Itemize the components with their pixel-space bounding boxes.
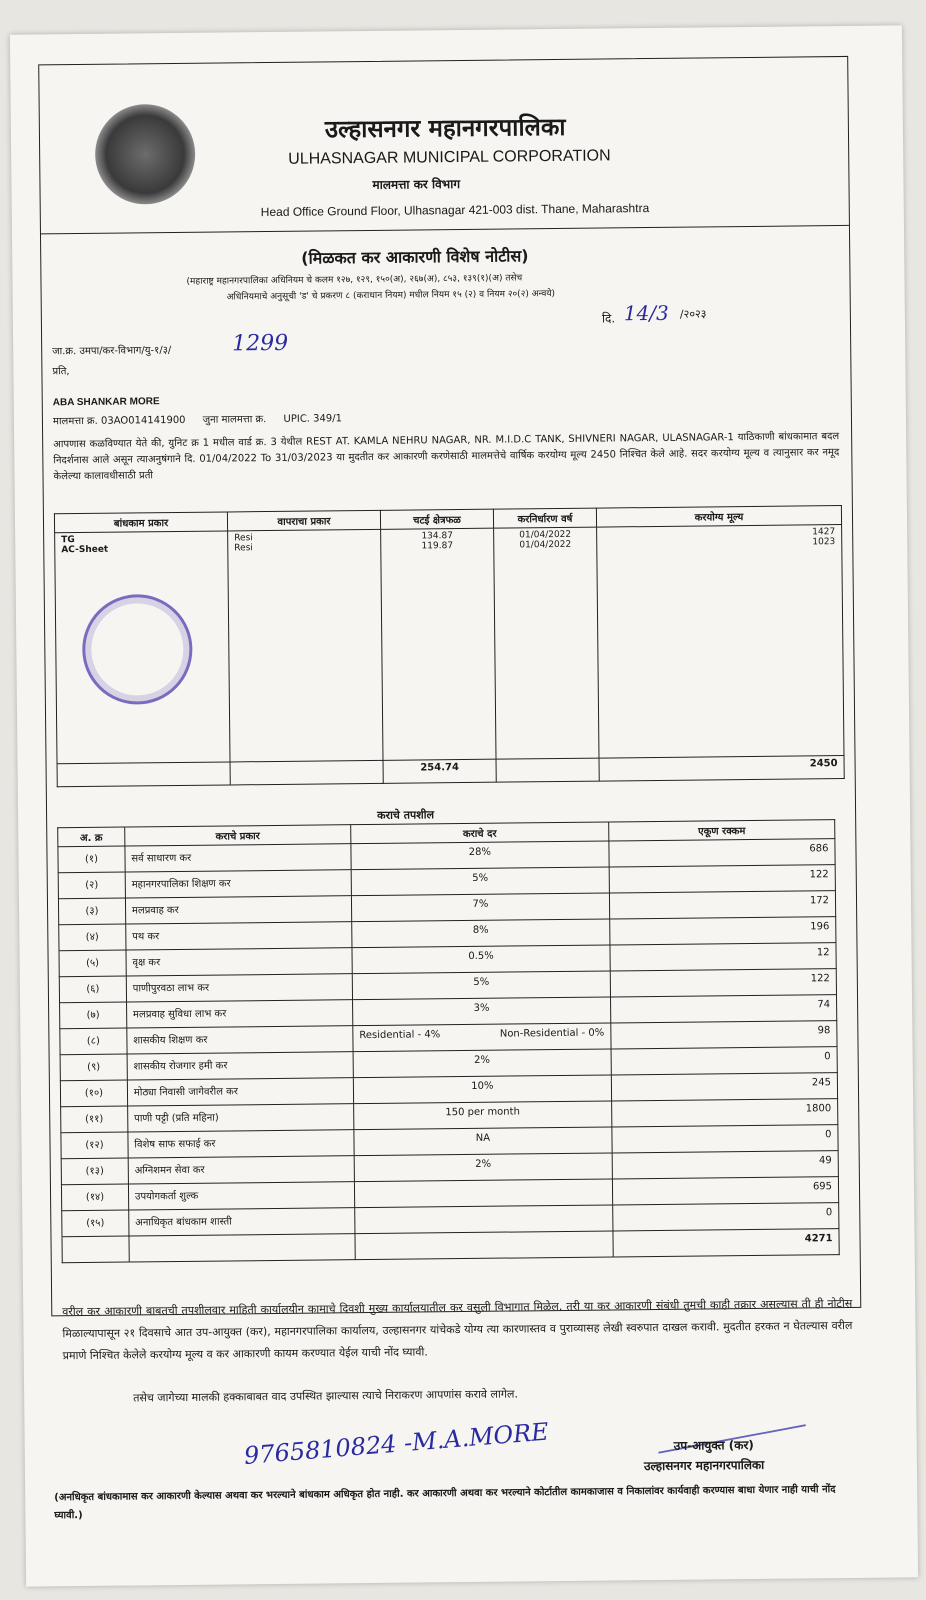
- office-stamp-icon: [82, 594, 193, 705]
- tax-rate: 10%: [353, 1075, 611, 1104]
- tax-type: शासकीय रोजगार हमी कर: [127, 1052, 353, 1080]
- tax-serial: (८): [60, 1028, 127, 1055]
- tax-rate: 5%: [351, 867, 609, 896]
- signatory-title: उप-आयुक्त (कर): [673, 1438, 754, 1453]
- date-year: /२०२३: [679, 307, 707, 321]
- tax-rate: 3%: [352, 997, 610, 1026]
- letterhead: [39, 57, 849, 234]
- notice-subtitle-1: (महाराष्ट्र महानगरपालिका अधिनियम चे कलम १२७, १२९, १५०(अ), २६७(अ), ८५३, १३९(१)(अ) तसेच: [186, 273, 523, 287]
- tax-amount: 122: [610, 969, 836, 997]
- tax-rate: [354, 1179, 612, 1208]
- col-usage: वापराचा प्रकार: [227, 510, 380, 531]
- tax-amount: 12: [610, 943, 836, 971]
- total-value: 2450: [599, 756, 844, 782]
- owner-name: ABA SHANKAR MORE: [52, 396, 160, 409]
- col-serial: अ. क्र: [58, 827, 125, 847]
- year-cell: 01/04/2022 01/04/2022: [494, 527, 599, 759]
- tax-rate: NA: [354, 1127, 612, 1156]
- tax-table: [57, 819, 840, 1263]
- tax-serial: (३): [58, 898, 125, 925]
- tax-amount: 0: [611, 1047, 837, 1075]
- addressee-prefix: प्रति,: [52, 366, 70, 378]
- tax-serial: (१२): [61, 1132, 128, 1159]
- upic-number: UPIC. 349/1: [283, 413, 343, 425]
- notice-paragraph: आपणास कळविण्यात येते की, युनिट क्र 1 मधील वार्ड क्र. 3 येथील REST AT. KAMLA NEHRU NAGAR, NR. M.I.D.C TANK, SHIVNERI NAGAR, ULASNAGAR-1 याठिकाणी बांधकामात बदल निदर्शनास आले असून त्याअनुषंगाने दि. 01/04/2022 To 31/03/2023 या मुदतीत कर आकारणी करणेसाठी मालमत्तेचे वार्षिक करयोग्य मूल्य 2450 निश्चित केले आहे. सदर करयोग्य मूल्य व त्यानुसार कर नमूद केलेल्या कालावधीसाठी प्रती: [53, 431, 840, 483]
- tax-rate: 0.5%: [352, 945, 610, 974]
- tax-amount: 695: [612, 1177, 838, 1205]
- tax-type: अग्निशमन सेवा कर: [128, 1156, 354, 1184]
- col-area: चटई क्षेत्रफळ: [380, 509, 493, 529]
- tax-rate: 8%: [352, 919, 610, 948]
- reference-number-handwritten: 1299: [232, 330, 289, 357]
- tax-rate: 2%: [354, 1153, 612, 1182]
- tax-amount: 0: [613, 1203, 839, 1231]
- tax-amount: 98: [611, 1021, 837, 1049]
- department: मालमत्ता कर विभाग: [372, 177, 461, 192]
- usage-cell: Resi Resi: [228, 529, 383, 762]
- tax-type: उपयोगकर्ता शुल्क: [128, 1182, 354, 1210]
- tax-serial: (१५): [62, 1210, 129, 1237]
- tax-serial: (१): [58, 846, 125, 873]
- col-construction: बांधकाम प्रकार: [54, 512, 227, 533]
- address: Head Office Ground Floor, Ulhasnagar 421-003 dist. Thane, Maharashtra: [260, 201, 650, 220]
- tax-type: मलप्रवाह सुविधा लाभ कर: [126, 1000, 352, 1028]
- tax-type: विशेष साफ सफाई कर: [128, 1130, 354, 1158]
- rate-non-residential: Non-Residential - 0%: [499, 1027, 605, 1040]
- tax-amount: 172: [609, 891, 835, 919]
- corp-name-english: ULHASNAGAR MUNICIPAL CORPORATION: [288, 147, 611, 168]
- value-cell: 1427 1023: [597, 525, 844, 759]
- date-handwritten: 14/3: [623, 300, 669, 326]
- tax-type: सर्व साधारण कर: [125, 844, 351, 872]
- tax-type: पाणी पट्टी (प्रति महिना): [127, 1104, 353, 1132]
- tax-serial: (१४): [61, 1184, 128, 1211]
- old-property-number: जुना मालमत्ता क्र.: [202, 414, 267, 426]
- tax-serial: (७): [60, 1002, 127, 1029]
- date-label: दि.: [601, 311, 616, 326]
- tax-type: मलप्रवाह कर: [125, 896, 351, 924]
- tax-serial: (९): [60, 1054, 127, 1081]
- tax-total: 4271: [613, 1229, 839, 1257]
- reference-number-label: जा.क्र. उमपा/कर-विभाग/यु-१/३/: [52, 345, 172, 358]
- notice-subtitle-2: अधिनियमाचे अनुसूची 'ड' चे प्रकरण ८ (कराधान नियम) मधील नियम १५ (२) व नियम २०(२) अन्वये): [226, 289, 556, 303]
- tax-details-heading: कराचे तपशील: [377, 808, 435, 822]
- footer-paragraph: वरील कर आकारणी बाबतची तपशीलवार माहिती कार्यालयीन कामाचे दिवशी मुख्य कार्यालयातील कर वसुली विभागात मिळेल. तरी या कर आकारणी संबंधी तुमची काही तक्रार असल्यास ती ही नोटीस मिळाल्यापासून २१ दिवसाचे आत उप-आयुक्त (कर), महानगरपालिका कार्यालय, उल्हासनगर यांचेकडे योग्य त्या कारणास्तव व पुराव्यासह लेखी स्वरुपात दाखल करावी. मुदतीत हरकत न घेतल्यास वरील प्रमाणे निश्चित केलेले करयोग्य मूल्य व कर आकारणी कायम करण्यात येईल याची नोंद घ्यावी.: [62, 1296, 853, 1363]
- tax-type: पाणीपुरवठा लाभ कर: [126, 974, 352, 1002]
- tax-serial: (५): [59, 950, 126, 977]
- col-value: करयोग्य मूल्य: [596, 506, 841, 528]
- tax-rate: 7%: [351, 893, 609, 922]
- tax-serial: (१३): [61, 1158, 128, 1185]
- tax-amount: 49: [612, 1151, 838, 1179]
- tax-type: शासकीय शिक्षण कर: [127, 1026, 353, 1054]
- disclaimer: (अनधिकृत बांधकामास कर आकारणी केल्यास अथवा कर भरल्याने बांधकाम अधिकृत होत नाही. कर आकारणी अथवा कर भरल्याने कोर्टातील कामकाजास व निकालांवर कार्यवाही करण्यास बाधा येणार नाही याची नोंद घ्यावी.): [54, 1484, 836, 1522]
- tax-amount: 196: [610, 917, 836, 945]
- tax-serial: (२): [58, 872, 125, 899]
- assessment-body-row: [55, 525, 844, 764]
- tax-serial: (११): [61, 1106, 128, 1133]
- tax-serial: (४): [59, 924, 126, 951]
- tax-serial: (१०): [60, 1080, 127, 1107]
- tax-amount: 245: [611, 1073, 837, 1101]
- tax-rate: 5%: [352, 971, 610, 1000]
- tax-type: मोठ्या निवासी जागेवरील कर: [127, 1078, 353, 1106]
- notice-title: (मिळकत कर आकारणी विशेष नोटीस): [301, 246, 529, 268]
- tax-amount: 1800: [611, 1099, 837, 1127]
- tax-type: अनाधिकृत बांधकाम शास्ती: [129, 1208, 355, 1236]
- tax-rate: 2%: [353, 1049, 611, 1078]
- rate-residential: Residential - 4%: [359, 1029, 441, 1042]
- tax-serial: (६): [59, 976, 126, 1003]
- col-tax-rate: कराचे दर: [351, 822, 609, 844]
- col-amount: एकूण रक्कम: [609, 820, 835, 841]
- tax-amount: 0: [612, 1125, 838, 1153]
- area-cell: 134.87 119.87: [381, 528, 496, 760]
- tax-rate: [355, 1205, 613, 1234]
- handwritten-phone: 9765810824 -M.A.MORE: [243, 1417, 550, 1470]
- property-line: [53, 410, 356, 427]
- corporation-seal-icon: [95, 104, 196, 205]
- corp-name-marathi: उल्हासनगर महानगरपालिका: [324, 112, 566, 144]
- notice-sheet: [10, 25, 918, 1586]
- property-number: मालमत्ता क्र. 03AO014141900: [52, 414, 186, 428]
- signatory-organization: उल्हासनगर महानगरपालिका: [643, 1457, 765, 1474]
- tax-type: पथ कर: [126, 922, 352, 950]
- footer-ownership-note: तसेच जागेच्या मालकी हक्काबाबत वाद उपस्थित झाल्यास त्याचे निराकरण आपणांस करावे लागेल.: [133, 1387, 519, 1405]
- assessment-table: [54, 505, 845, 787]
- col-tax-type: कराचे प्रकार: [125, 825, 351, 846]
- tax-amount: 74: [610, 995, 836, 1023]
- tax-rate: 28%: [351, 841, 609, 870]
- tax-rate: [353, 1023, 611, 1052]
- tax-rows: [58, 839, 839, 1237]
- total-area: 254.74: [383, 759, 496, 783]
- tax-rate: 150 per month: [354, 1101, 612, 1130]
- construction-values: TG AC-Sheet: [61, 535, 109, 556]
- tax-type: वृक्ष कर: [126, 948, 352, 976]
- construction-cell: [55, 531, 230, 764]
- tax-type: महानगरपालिका शिक्षण कर: [125, 870, 351, 898]
- col-year: करनिर्धारण वर्ष: [493, 508, 596, 528]
- tax-amount: 686: [609, 839, 835, 867]
- notice-frame: [38, 56, 861, 1522]
- tax-amount: 122: [609, 865, 835, 893]
